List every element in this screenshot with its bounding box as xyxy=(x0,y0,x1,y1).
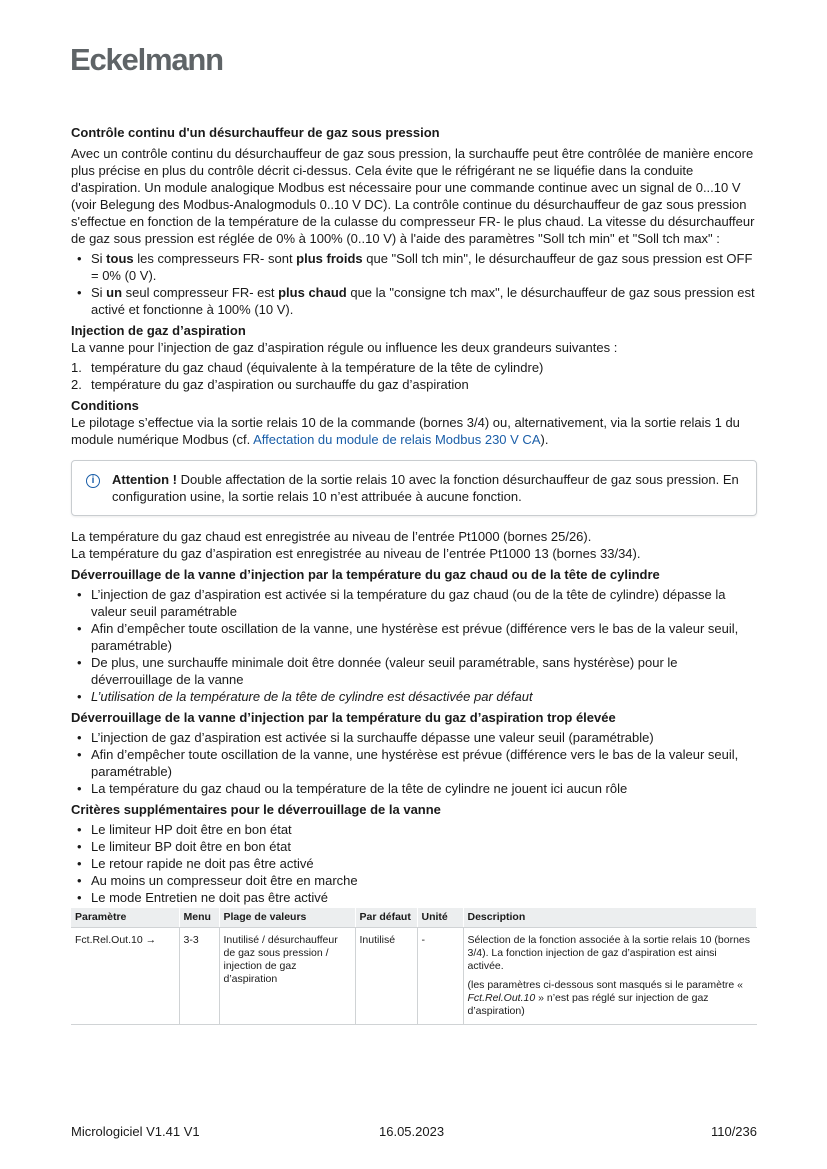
info-icon: i xyxy=(86,474,100,488)
menu-cell: 3-3 xyxy=(179,928,219,1025)
column-header: Description xyxy=(463,908,757,928)
column-header: Plage de valeurs xyxy=(219,908,355,928)
list-item: • Afin d’empêcher toute oscillation de la vanne, une hystérèse est prévue (différence vers le bas de la valeur seuil, paramétrable) xyxy=(91,746,757,780)
list-item: • Le mode Entretien ne doit pas être activé xyxy=(91,889,757,906)
table-header-row xyxy=(71,908,757,928)
column-header: Unité xyxy=(417,908,463,928)
item-number: 1. xyxy=(71,360,82,375)
page-number: 110/236 xyxy=(710,1124,757,1139)
section-heading: Déverrouillage de la vanne d’injection par la température du gaz chaud ou de la tête de cylindre xyxy=(71,567,660,582)
paragraph: La vanne pour l’injection de gaz d’aspiration régule ou influence les deux grandeurs suivantes : xyxy=(71,340,618,355)
list-item: • Le retour rapide ne doit pas être activé xyxy=(91,855,757,872)
text: Le pilotage s’effectue via la sortie relais 10 de la commande (bornes 3/4) ou, alternativement, via la sortie relais 1 du module numérique Modbus (cf. xyxy=(71,415,740,447)
numbered-list xyxy=(71,359,757,393)
italic-text: L’utilisation de la température de la tête de cylindre est désactivée par défaut xyxy=(91,689,533,704)
list-item xyxy=(91,250,757,284)
attention-note xyxy=(71,460,757,516)
firmware-version: Micrologiciel V1.41 V1 xyxy=(71,1124,200,1139)
relay-module-link[interactable]: Affectation du module de relais Modbus 230 V CA xyxy=(253,432,541,447)
paragraph: La température du gaz chaud est enregistrée au niveau de l’entrée Pt1000 (bornes 25/26). xyxy=(71,529,592,544)
unit-cell: - xyxy=(417,928,463,1025)
table-row xyxy=(71,928,757,1025)
list-item: • De plus, une surchauffe minimale doit être donnée (valeur seuil paramétrable, sans hystérèse) pour le déverrouillage de la vanne xyxy=(91,654,757,688)
paragraph: La température du gaz d’aspiration est enregistrée au niveau de l’entrée Pt1000 13 (bornes 33/34). xyxy=(71,546,641,561)
list-item: • Le limiteur HP doit être en bon état xyxy=(91,821,757,838)
param-cell: Fct.Rel.Out.10 → xyxy=(71,928,179,1025)
bullet-list xyxy=(71,729,757,797)
italic-text: Fct.Rel.Out.10 xyxy=(467,992,536,1004)
list-item xyxy=(91,284,757,318)
item-text: température du gaz chaud (équivalente à la température de la tête de cylindre) xyxy=(91,360,544,375)
item-number: 2. xyxy=(71,377,82,392)
text: Si xyxy=(91,285,107,300)
section-heading: Conditions xyxy=(71,398,139,413)
bullet-list xyxy=(71,821,757,906)
section-heading: Contrôle continu d'un désurchauffeur de gaz sous pression xyxy=(71,125,440,140)
note-text: Double affectation de la sortie relais 10 avec la fonction désurchauffeur de gaz sous pression. En configuration usine, la sortie relais 10 n’est attribuée à aucune fonction. xyxy=(112,472,739,504)
document-date: 16.05.2023 xyxy=(379,1124,445,1139)
item-text: température du gaz d’aspiration ou surchauffe du gaz d’aspiration xyxy=(91,377,469,392)
note-label: Attention ! xyxy=(112,472,177,487)
list-item: • L’injection de gaz d’aspiration est activée si la température du gaz chaud (ou de la tête de cylindre) dépasse la valeur seuil paramétrable xyxy=(91,586,757,620)
section-heading: Déverrouillage de la vanne d’injection par la température du gaz d’aspiration trop élevée xyxy=(71,710,616,725)
bold-text: plus chaud xyxy=(278,285,347,300)
list-item xyxy=(91,688,757,705)
list-item xyxy=(71,376,757,393)
eckelmann-logo: Eckelmann xyxy=(70,42,223,77)
text: Si xyxy=(91,251,107,266)
paragraph xyxy=(71,414,757,448)
bold-text: plus froids xyxy=(296,251,363,266)
section-heading: Injection de gaz d’aspiration xyxy=(71,323,246,338)
list-item xyxy=(71,359,757,376)
range-cell: Inutilisé / désurchauffeur de gaz sous pression / injection de gaz d’aspiration xyxy=(219,928,355,1025)
bold-text: un xyxy=(106,285,123,300)
paragraph: Avec un contrôle continu du désurchauffeur de gaz sous pression, la surchauffe peut être contrôlée de manière encore plus précise en plus du contrôle décrit ci-dessus. Cela évite que le réfrigérant ne se liquéfie dans la conduite d'aspiration. Un module analogique Modbus est nécessaire pour une commande continue avec un signal de 0...10 V (voir Belegung des Modbus-Analogmoduls 0..10 V DC). La contrôle continue du désurchauffeur de gaz sous pression s'effectue en fonction de la température de la culasse du compresseur FR- le plus chaud. La vitesse du désurchauffeur de gaz sous pression est réglée de 0% à 100% (0..10 V) à l'aide des paramètres "Soll tch min" et "Soll tch max" : xyxy=(71,146,755,246)
description-note xyxy=(468,979,753,1018)
column-header: Menu xyxy=(179,908,219,928)
list-item: • Le limiteur BP doit être en bon état xyxy=(91,838,757,855)
description-cell xyxy=(463,928,757,1025)
bullet-list xyxy=(71,250,757,318)
section-heading: Critères supplémentaires pour le déverrouillage de la vanne xyxy=(71,802,441,817)
text: (les paramètres ci-dessous sont masqués si le paramètre « xyxy=(467,979,743,991)
page-content xyxy=(71,121,757,1025)
column-header: Par défaut xyxy=(355,908,417,928)
list-item: • La température du gaz chaud ou la température de la tête de cylindre ne jouent ici aucun rôle xyxy=(91,780,757,797)
text: ). xyxy=(540,432,549,447)
list-item: • Afin d’empêcher toute oscillation de la vanne, une hystérèse est prévue (différence vers le bas de la valeur seuil, paramétrable) xyxy=(91,620,757,654)
text: que la "consigne tch max", le désurchauffeur de gaz sous pression est activé et fonctionne à 100% (10 V). xyxy=(91,285,755,317)
default-cell: Inutilisé xyxy=(355,928,417,1025)
text: les compresseurs FR- sont xyxy=(133,251,297,266)
column-header: Paramètre xyxy=(71,908,179,928)
text: » n’est pas réglé sur injection de gaz d’aspiration) xyxy=(467,992,709,1017)
bold-text: tous xyxy=(106,251,134,266)
list-item: • Au moins un compresseur doit être en marche xyxy=(91,872,757,889)
parameter-table xyxy=(71,908,757,1025)
bullet-list xyxy=(71,586,757,705)
description-text: Sélection de la fonction associée à la sortie relais 10 (bornes 3/4). La fonction injection de gaz d’aspiration est ainsi activée. xyxy=(467,934,750,972)
list-item: • L’injection de gaz d’aspiration est activée si la surchauffe dépasse une valeur seuil (paramétrable) xyxy=(91,729,757,746)
text: seul compresseur FR- est xyxy=(122,285,279,300)
text: que "Soll tch min", le désurchauffeur de gaz sous pression est OFF = 0% (0 V). xyxy=(91,251,753,283)
